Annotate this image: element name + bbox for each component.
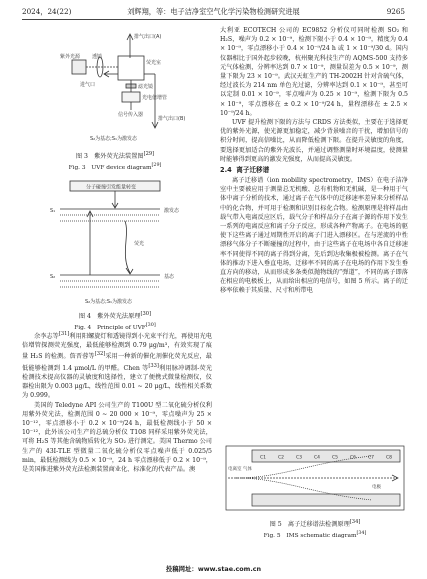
fig3-formula: S₂为基态;S₁为激发态 [90, 136, 138, 142]
fig3-signal-label: 信号传入器 [118, 112, 144, 118]
fig5-caption-ref: [34] [349, 519, 361, 525]
fig3-inlet-label: 进气口 [80, 82, 96, 88]
header-page-number: 9265 [386, 7, 405, 16]
section-title: 离子迁移谱 [236, 166, 270, 175]
fig5-caption [222, 518, 408, 540]
header-title: 刘辉翔，等：电子洁净室空气化学污染物检测研究进展 [127, 7, 300, 16]
fig5-cell-c4: C4 [314, 455, 321, 461]
fig5-electrode-label: 电极 [372, 485, 381, 490]
fig4-caption-en: Fig. 4 Principle of UVF [74, 324, 146, 331]
fig3-caption-en: Fig. 3 UVF device diagram [68, 164, 152, 171]
left-paragraph [22, 330, 212, 401]
fig4-s1-label: S₁ [50, 208, 56, 214]
left-text-ref-33: [33] [148, 362, 159, 369]
fig5-cell-c1: C1 [260, 455, 267, 461]
running-header [22, 6, 405, 20]
fig3-diagram [30, 28, 200, 171]
fig4-ground-label: 基态 [164, 274, 175, 280]
footer-url: 投稿网址：www.stae.com.cn [165, 565, 262, 573]
section-number: 2.4 [220, 166, 232, 175]
fig4-caption-en-ref: [30] [145, 322, 156, 328]
fig4-top-bar-label: 分子碰撞引发能量转变 [86, 184, 137, 191]
left-text-ref-31: [31] [58, 331, 70, 337]
right-paragraph-1: 大利亚 ECOTECH 公司的 EC9852 分析仪可同时检测 SO₂ 和 H₂S，噪声为 0.2 × 10⁻⁹，检测下限小于 0.4 × 10⁻⁹，精度为 0.4 × 10⁻⁹，零点漂移小于 0.4 × 10⁻⁹/24 h 或 1 × 10⁻⁹/30 d。国内仪器相比于国外起步较晚，杭州聚光科技生产的 AQMS-500 支持多元气体检测，分辨率达到 0.7 × 10⁻⁹，测量误差为 0.5 × 10⁻⁹，测量下限为 23 × 10⁻⁹。武汉天虹生产的 TH-2002H 针对含硫气体，经过波长为 214 nm 单色光过滤，分辨率达到 0.1 × 10⁻⁹，甚至可以定制 0.01 × 10⁻⁹，零点噪声为 0.25 × 10⁻⁹，检测下限为 0.5 × 10⁻⁹，零点漂移在 ± 0.2 × 10⁻⁹/24 h，量程漂移在 ± 2.5 × 10⁻⁹/24 h。 [220, 27, 408, 117]
fig5-cell-c3: C3 [296, 455, 303, 461]
fig3-chamber-label: 荧光室 [146, 60, 162, 66]
fig5-diagram [222, 442, 408, 514]
left-paragraph-2: 美国的 Teledyne API 公司生产的 T100U 型二氧化硫分析仪利用紫外荧光法，检测范围 0 ~ 20 000 × 10⁻⁹，零点噪声为 25 × 10⁻¹²，零点漂移小于 0.2 × 10⁻⁹/24 h，最低检测线小于 50 × 10⁻¹²，此外该公司生产的总硫分析仪 T108 同样采用紫外荧光法，可将 H₂S 等其他含硫物质转化为 SO₂ 进行测定。美国 Thermo 公司生产的 43I-TLE 型微量二氧化硫分析仪零点噪声低于 0.025/5 min，最低检测线为 0.5 × 10⁻⁹，24 h 零点漂移低于 0.2 × 10⁻⁹，是美国推进紫外荧光法检测装置商业化、标准化的代表产品。澳 [22, 401, 212, 474]
fig4-caption [30, 310, 200, 332]
fig5-cell-c8: C8 [386, 455, 393, 461]
section-heading [220, 165, 408, 175]
fig4-s2-label: S₂ [50, 274, 56, 280]
fig5-caption-en-ref: [34] [356, 530, 367, 536]
fig5-cell-c2: C2 [278, 455, 285, 461]
fig5-cell-c5: C5 [332, 455, 339, 461]
fig3-uv-source-label: 紫外光源 [60, 54, 81, 60]
fig5-caption-en: Fig. 5 IMS schematic diagram [263, 532, 357, 539]
fig3-caption-cn: 图 3 紫外荧光法装置图 [75, 153, 144, 161]
left-column-text [22, 330, 212, 555]
fig4-excitation-label: 激发态 [164, 208, 180, 214]
header-issue: 2024，24(22) [22, 7, 72, 16]
fig3-exhaust-bottom-label: 排气出口(B) [158, 116, 186, 122]
right-column-text [220, 26, 408, 441]
fig4-diagram [30, 175, 200, 315]
fig4-caption-ref: [30] [140, 311, 152, 317]
fig5-inlet-label: 电离室 气体 [228, 467, 252, 472]
right-paragraph-3: 离子迁移谱（ion mobility spectrometry，IMS）在电子洁净室中主要被应用于测量总无机酸、总有机物和无机碱，是一种用于气体中离子分析的技术，通过离子在气体中的迁移速率差异来分析样品中的化合物，并可用于检测和识别目标化合物。检测原理是将样品由载气带入电离反应区后，载气分子和样品分子在离子源的作用下发生一系列的电离反应和离子分子反应，形成各种产物离子。在电场的驱使下这些离子通过周期性开启的离子门进入漂移区。在与逆流的中性漂移气体分子不断碰撞的过程中，由于这些离子在电场中各自迁移速率不同使得不同的离子得到分离，先后到达收集极被检测。离子在气体的推动下进入垂直电场，迁移率不同的离子在电场的作用下发生垂直方向的移动，从而形成多条类似抛物线的“弹道”，不同的离子即落在相应的电极板上，从而给出相应的电信号，如图 5 所示。离子的迁移率依赖于其质量、尺寸和所带电 [220, 177, 408, 295]
fig3-filter-label: 滤光镜 [138, 84, 154, 90]
fig3-pmt-label: 光电倍增管 [142, 95, 168, 101]
fig3-caption [30, 150, 200, 172]
fig5-cell-c6: C6 [350, 455, 357, 461]
fig3-exhaust-top-label: 排气出口(A) [134, 34, 162, 40]
right-paragraph-2: UVF 提升检测下限的方法与 CRDS 方法类似，主要在于选择更优的紫外光源，使光源更加稳定，减少背景噪音的干扰，增加信号的积分时间，提高信噪比，从而降低检测下限。在提升灵敏度的角度，要选择更加适合的紫外光波长，并通过调整测量时环境温度，使测量时能够得到更高的激发光强度，从而提高灵敏度。 [220, 119, 408, 163]
fig3-caption-ref: [29] [143, 151, 155, 157]
fig3-lens-label: 透镜 [92, 54, 103, 60]
fig5-caption-cn: 图 5 离子迁移谱法检测原理 [269, 521, 350, 529]
fig4-caption-cn: 图 4 紫外荧光法原理 [78, 313, 141, 321]
fig3-caption-en-ref: [29] [151, 162, 162, 168]
left-text-part1: 利用阳螺旋灯和透镜得到小光束平行光，再使用光电倍增管探测荧光强度，最低能够检测到 0.79 μg/m³，有效实现了痕量 H₂S 的检测。詹晋蓉等 [22, 333, 212, 361]
left-text-ref-32: [32] [94, 351, 106, 358]
left-text-part2: 采用一种新的催化剂催化荧光反应，最低能够检测到 1.4 μmol/L 的甲醛。Chen 等 [22, 353, 212, 372]
left-text-author: 余李志等 [34, 333, 59, 341]
left-text-part3: 利用脉冲调制-荧光检测技术提高仪器的灵敏度和选择性，建立了便携式微量检测仪，仪器检出限为 0.003 μg/L，线性范围 0.01 ~ 20 μg/L，线性相关系数为 0.999。 [22, 364, 212, 400]
fig4-formula: S₂为基态;S₁为激发态 [85, 299, 133, 305]
fig4-fluorescence-label: 荧光 [134, 241, 145, 247]
fig5-cell-c7: C7 [368, 455, 375, 461]
